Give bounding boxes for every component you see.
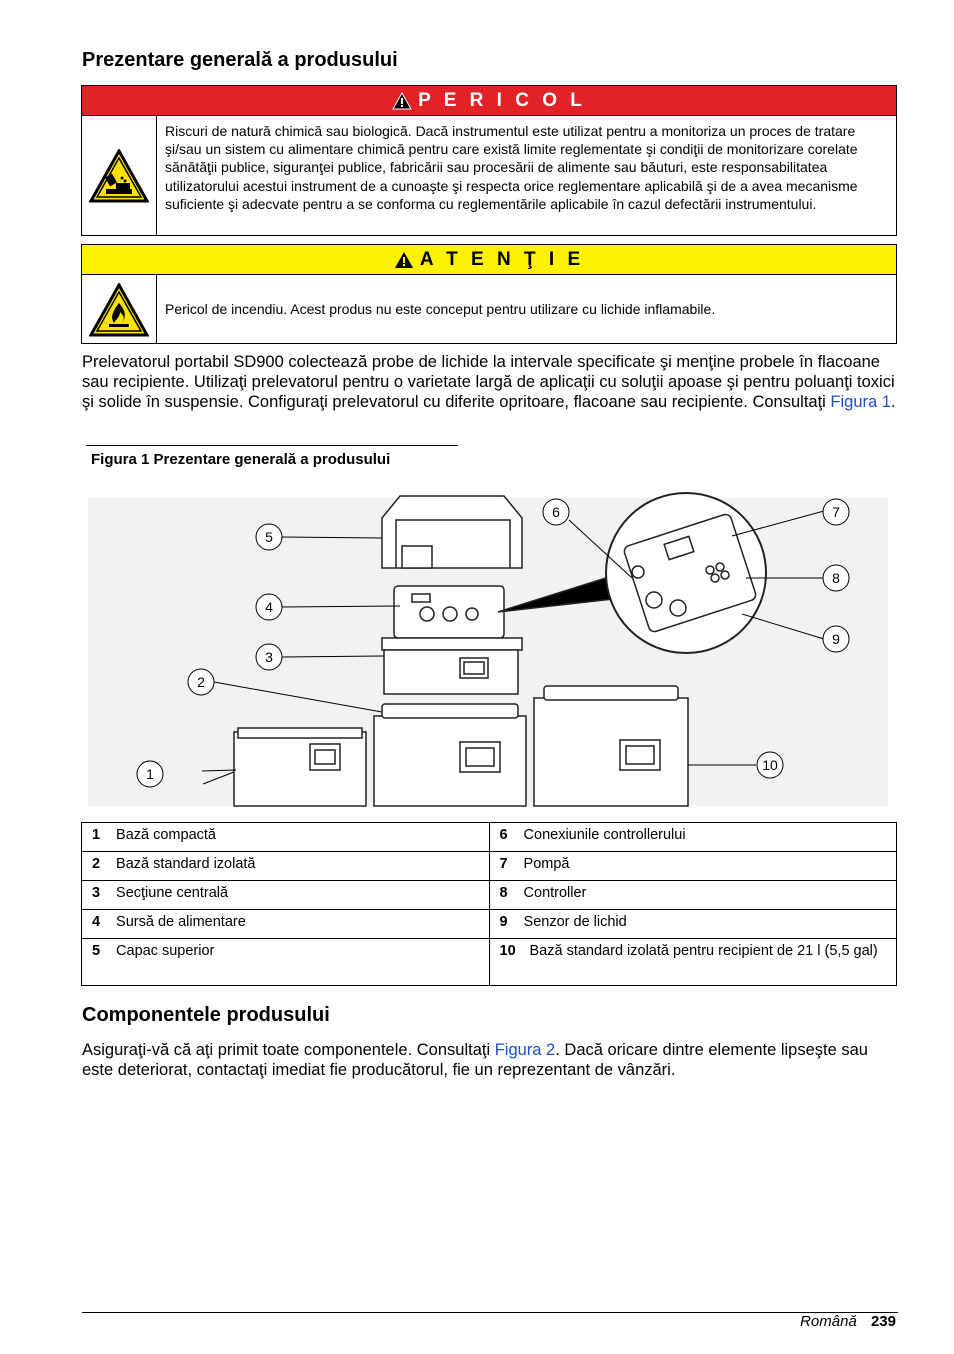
danger-label: P E R I C O L bbox=[418, 89, 586, 111]
large-base-drawing bbox=[534, 686, 688, 806]
callout-3 bbox=[256, 644, 282, 670]
controller-zoom-drawing bbox=[606, 493, 766, 653]
danger-box bbox=[81, 85, 897, 236]
footer bbox=[800, 1313, 896, 1330]
section-title: Componentele produsului bbox=[82, 1004, 330, 1026]
callout-9 bbox=[823, 626, 849, 652]
footer-rule bbox=[82, 1312, 898, 1313]
table-row: 4 Sursă de alimentare 9 Senzor de lichid bbox=[82, 910, 897, 939]
components-paragraph: Asiguraţi-vă că aţi primit toate componentele. Consultaţi Figura 2. Dacă oricare dintre elemente lipseşte sau este deteriorat, contactaţi imediat fie producătorul, fie un reprezentant de vânzări. bbox=[82, 1041, 868, 1079]
fire-hazard-icon bbox=[82, 275, 157, 344]
caution-box bbox=[81, 244, 897, 344]
figure-2-link[interactable]: Figura 2 bbox=[494, 1041, 556, 1059]
intro-paragraph: Prelevatorul portabil SD900 colectează probe de lichide la intervale specificate şi menţine probele în flacoane sau recipiente. Utilizaţi prelevatorul pentru o varietate largă de aplicaţii cu soluţii apoase şi pentru poluanţi toxici şi solide în suspensie. Configuraţi prelevatorul cu diferite opritoare, flacoane sau recipiente. Consultaţi Figura 1. bbox=[82, 353, 896, 411]
page-number: 239 bbox=[870, 1313, 896, 1330]
svg-text:7: 7 bbox=[832, 504, 840, 520]
svg-text:4: 4 bbox=[265, 599, 273, 615]
compact-base-drawing bbox=[234, 728, 366, 806]
section-title: Prezentare generală a produsului bbox=[82, 49, 398, 71]
table-row: 5 Capac superior 10 Bază standard izolată pentru recipient de 21 l (5,5 gal) bbox=[82, 939, 897, 986]
svg-text:2: 2 bbox=[197, 674, 205, 690]
warning-triangle-icon bbox=[394, 251, 414, 269]
caution-header bbox=[82, 245, 896, 275]
callout-2 bbox=[188, 669, 214, 695]
figure-1-link[interactable]: Figura 1 bbox=[830, 393, 891, 411]
callout-1 bbox=[137, 761, 163, 787]
caution-label: A T E N Ţ I E bbox=[419, 248, 585, 270]
chemical-hazard-icon bbox=[82, 116, 157, 236]
callout-5 bbox=[256, 524, 282, 550]
svg-text:1: 1 bbox=[146, 766, 154, 782]
svg-text:9: 9 bbox=[832, 631, 840, 647]
danger-header bbox=[82, 86, 896, 116]
caption-rule bbox=[86, 445, 458, 446]
caution-text: Pericol de incendiu. Acest produs nu este conceput pentru utilizare cu lichide inflamabile. bbox=[165, 301, 716, 318]
top-cover-drawing bbox=[382, 496, 522, 568]
svg-text:3: 3 bbox=[265, 649, 273, 665]
warning-triangle-icon bbox=[392, 92, 412, 110]
figure-legend-table bbox=[81, 822, 897, 986]
svg-text:8: 8 bbox=[832, 570, 840, 586]
footer-language: Română bbox=[800, 1313, 857, 1330]
table-row: 2 Bază standard izolată 7 Pompă bbox=[82, 852, 897, 881]
figure-caption: Figura 1 Prezentare generală a produsului bbox=[91, 451, 391, 468]
callout-10 bbox=[757, 752, 783, 778]
callout-6 bbox=[543, 499, 569, 525]
central-section-drawing bbox=[384, 650, 518, 694]
callout-4 bbox=[256, 594, 282, 620]
callout-8 bbox=[823, 565, 849, 591]
table-row: 1 Bază compactă 6 Conexiunile controllerului bbox=[82, 823, 897, 852]
power-supply-drawing bbox=[382, 586, 522, 650]
table-row: 3 Secţiune centrală 8 Controller bbox=[82, 881, 897, 910]
svg-text:5: 5 bbox=[265, 529, 273, 545]
callout-7 bbox=[823, 499, 849, 525]
svg-text:10: 10 bbox=[762, 757, 778, 773]
danger-text: Riscuri de natură chimică sau biologică. Dacă instrumentul este utilizat pentru a monitoriza un proces de tratare şi/sau un sistem cu alimentare chimică pentru care există limite reglementate şi condiţii de monitorizare corelate sănătăţii publice, siguranţei publice, fabricării sau procesării de alimente sau băuturi, este responsabilitatea utilizatorului acestui instrument de a cunoaşte şi respecta orice reglementare aplicabilă şi de a avea mecanisme suficiente şi adecvate pentru a se conforma cu reglementările aplicabile în cazul defectării instrumentului. bbox=[165, 123, 858, 212]
standard-base-drawing bbox=[374, 704, 526, 806]
svg-text:6: 6 bbox=[552, 504, 560, 520]
product-overview-figure bbox=[82, 488, 898, 810]
